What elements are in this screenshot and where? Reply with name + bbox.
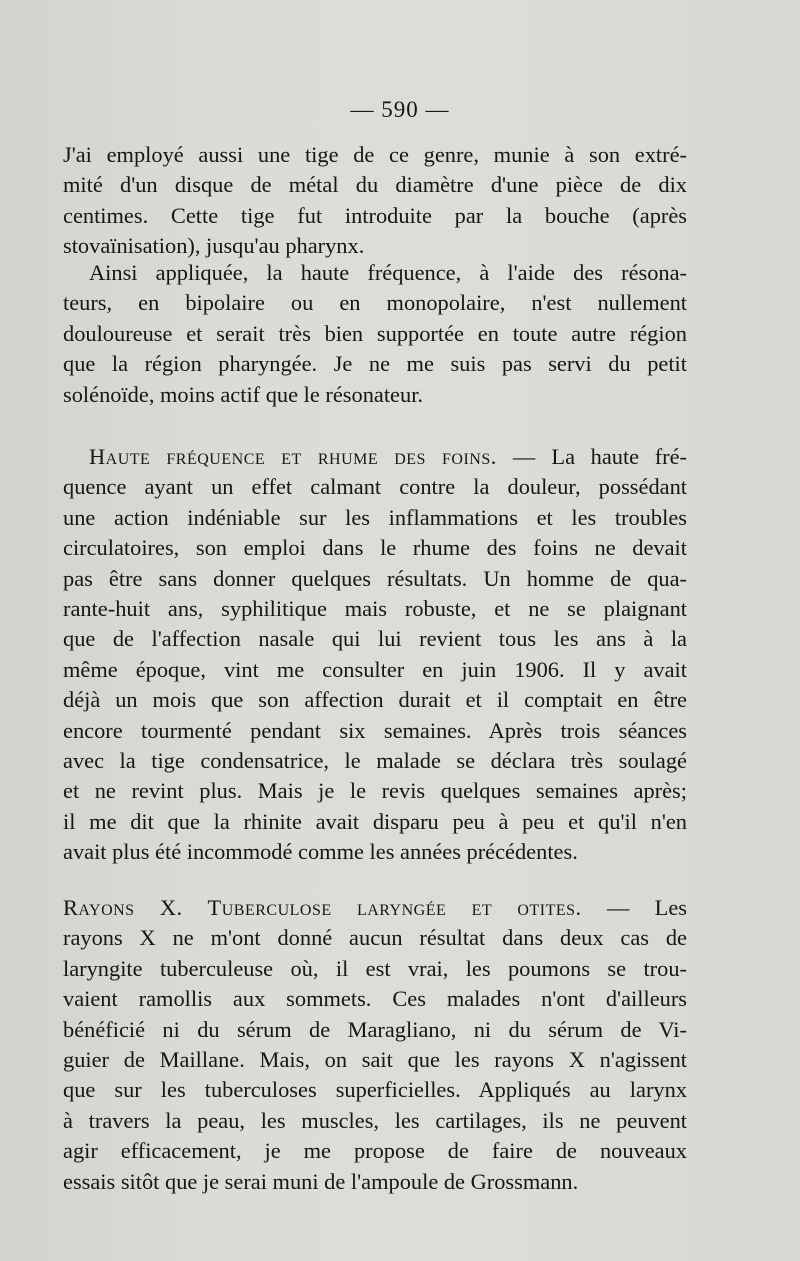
text-line: mité d'un disque de métal du diamètre d'une pièce de dix: [63, 172, 687, 198]
text-line: rayons X ne m'ont donné aucun résultat dans deux cas de: [63, 925, 687, 951]
text-line: pas être sans donner quelques résultats. Un homme de qua-: [63, 565, 687, 591]
text-line: circulatoires, son emploi dans le rhume des foins ne devait: [63, 535, 687, 561]
text-line: essais sitôt que je serai muni de l'ampoule de Grossmann.: [63, 1168, 579, 1194]
section-first-line: [63, 442, 687, 472]
section-rhume-des-foins: [63, 442, 687, 868]
text-line: que sur les tuberculoses superficielles. Appliqués au larynx: [63, 1077, 687, 1103]
text-line: avec la tige condensatrice, le malade se déclara très soulagé: [63, 748, 687, 774]
text-line: stovaïnisation), jusqu'au pharynx.: [63, 233, 365, 259]
text-line: encore tourmenté pendant six semaines. Après trois séances: [63, 717, 687, 743]
text-line: déjà un mois que son affection durait et il comptait en être: [63, 687, 687, 713]
text-line: agir efficacement, je me propose de faire de nouveaux: [63, 1138, 687, 1164]
text-line: douloureuse et serait très bien supportée en toute autre région: [63, 320, 687, 346]
text-line: laryngite tuberculeuse où, il est vrai, les poumons se trou-: [63, 955, 687, 981]
text-line: centimes. Cette tige fut introduite par la bouche (après: [63, 202, 687, 228]
text-line: Ainsi appliquée, la haute fréquence, à l'aide des résona-: [89, 260, 687, 285]
text-line: que la région pharyngée. Je ne me suis pas servi du petit: [63, 351, 687, 377]
text-line: même époque, vint me consulter en juin 1906. Il y avait: [63, 656, 687, 682]
section-heading: Rayons X. Tuberculose laryngée et otites. —: [63, 895, 630, 920]
text-fragment: La haute fré-: [551, 444, 687, 469]
section-first-line: [63, 893, 687, 923]
text-line: guier de Maillane. Mais, on sait que les rayons X n'agissent: [63, 1047, 687, 1073]
text-line: teurs, en bipolaire ou en monopolaire, n'est nullement: [63, 290, 687, 316]
text-line: vaient ramollis aux sommets. Ces malades n'ont d'ailleurs: [63, 986, 687, 1012]
text-line: rante-huit ans, syphilitique mais robuste, et ne se plaignant: [63, 596, 687, 622]
section-heading: Haute fréquence et rhume des foins. —: [89, 444, 536, 469]
text-line: J'ai employé aussi une tige de ce genre, munie à son extré-: [63, 142, 687, 167]
text-line: solénoïde, moins actif que le résonateur.: [63, 381, 424, 407]
paragraph-haute-frequence-resonateurs: [63, 258, 687, 410]
text-fragment: Les: [654, 895, 687, 920]
text-line: bénéficié ni du sérum de Maragliano, ni du sérum de Vi-: [63, 1016, 687, 1042]
text-line: que de l'affection nasale qui lui revient tous les ans à la: [63, 626, 687, 652]
text-line: et ne revint plus. Mais je le revis quelques semaines après;: [63, 778, 687, 804]
text-line: quence ayant un effet calmant contre la douleur, possédant: [63, 474, 687, 500]
text-line: avait plus été incommodé comme les années précédentes.: [63, 839, 578, 865]
text-line: à travers la peau, les muscles, les cartilages, ils ne peuvent: [63, 1107, 687, 1133]
text-line: une action indéniable sur les inflammations et les troubles: [63, 504, 687, 530]
page-number: — 590 —: [350, 97, 450, 122]
section-rayons-x: [63, 893, 687, 1197]
paragraph-tige-disque: [63, 140, 687, 262]
text-line: il me dit que la rhinite avait disparu peu à peu et qu'il n'en: [63, 808, 687, 834]
